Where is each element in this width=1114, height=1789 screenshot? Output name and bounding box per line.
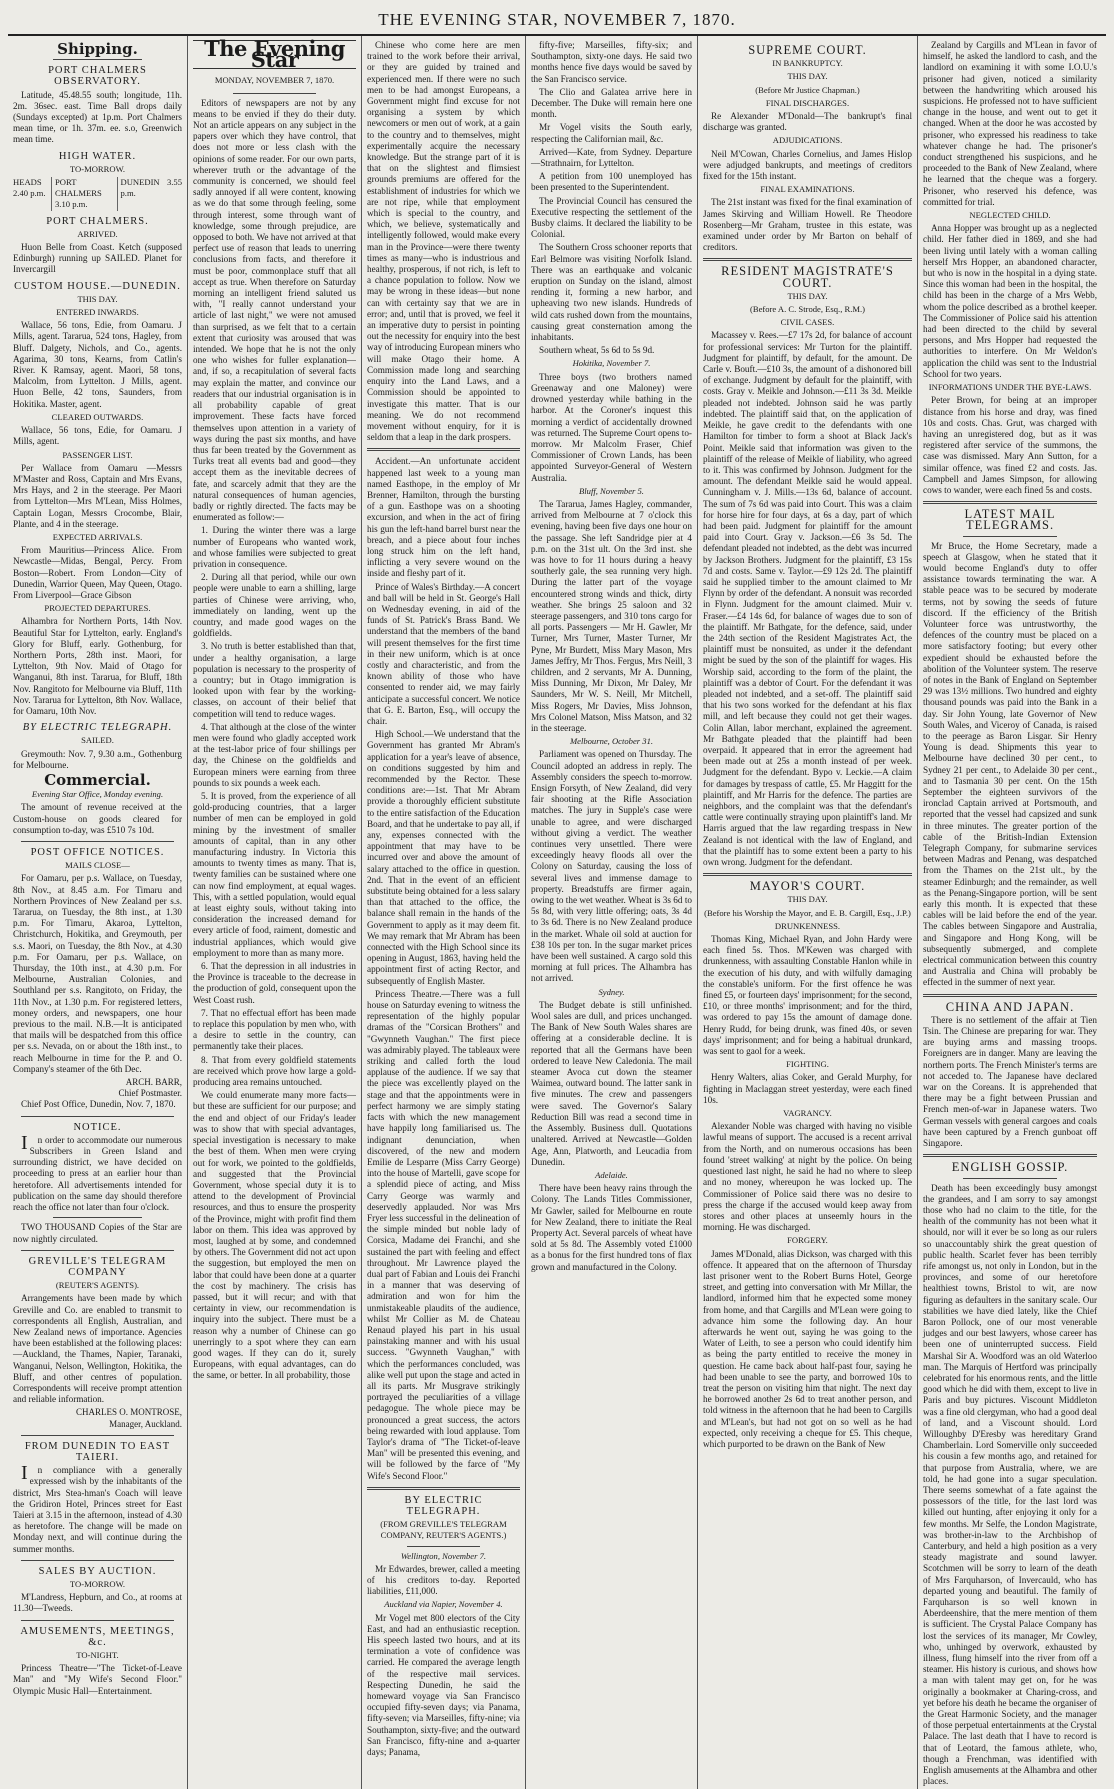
entered-label: ENTERED INWARDS. (56, 307, 139, 318)
china-japan-text: There is no settlement of the affair at Tien Tsin. The Chinese are preparing for war. They are buying arms and massing troops. Foreigners are in danger. Many are leaving the northern ports. The French Minister's terms are not acceded to. The Japanese have declared war on the Coreans. It is apprehended that there may be a fight between Prussian and French men-of-war in Japanese waters. Two German vessels with general cargoes and coals have been captured by a French gunboat off Singapore. (923, 1014, 1097, 1149)
adjud-text: Neil M'Cowan, Charles Cornelius, and James Hislop were adjudged bankrupts, and meetings of creditors fixed for the 15th instant. (703, 148, 912, 182)
divider (367, 448, 520, 451)
port-chalmers-heading: PORT CHALMERS. (46, 215, 149, 227)
drunk-text: Thomas King, Michael Ryan, and John Hardy were each fined 5s. Thos. M'Kewen was charged with drunkenness, with assaulting Constable Hanlon while in the execution of his duty, and with wilfully damaging the constable's uniform. For the first offence he was fined £5, or fourteen days' imprisonment; for the second, £10, or three months' imprisonment; and for the third, was ordered to pay 15s the amount of damage done. Henry Rudd, for being drunk, was fined 40s, or seven days' imprisonment; and for being a habitual drunkard, was sent to gaol for a week. (703, 934, 912, 1057)
entered-text: Wallace, 56 tons, Edie, from Oamaru. J Mills, agent. Tararua, 524 tons, Hagley, from Bluff. Dalgety, Nichols, and Co., agents. Agarima, 30 tons, Kearns, from Catlin's River. K Ramsay, agent. Maori, 58 tons, Malcolm, from Lyttelton. J Mills, agent. Huon Belle, 42 tons, Saunders, from Hokitika. Master, agent. (13, 320, 182, 409)
melbourne-dateline: Melbourne, October 31. (569, 736, 654, 747)
divider (923, 1154, 1097, 1157)
post-signer: ARCH. BARR, (125, 1077, 182, 1088)
civil-text: Macassey v. Rees.—£7 17s 2d, for balance of account for professional services: Mr Turton for the plaintiff. Judgment for plaintiff, by default, for the amount. De Carle v. Bouft.—£10 3s, the amount of a dishonored bill of exchange. Judgment by default for the plaintiff, with costs. Gray v. Meikle and Johnson.—£11 3s 3d. Meikle pleaded not indebted. Johnson said he was partly indebted. The plaintiff said that, on the application of Meikle, he gave credit to the defendants with one Hamilton for timber to form a shoot at Black Jack's Point. Meikle said that information was given to the plaintiff of the release of Meikle of liability, who agreed to it. This was confirmed by Johnson. Judgment for the amount. The defendant Meikle said he would appeal. Cunningham v. J. Mills.—13s 6d, balance of account. The sum of 7s 6d was paid into Court. This was a claim for horse hire for four days, at 6s a day, part of which had been paid. Judgment for plaintiff for the amount paid into Court. Gray v. Jackson.—£6 3s 5d. The defendant pleaded not indebted, as the debt was incurred by Jackson Brothers. Judgment for the plaintiff, £3 15s 7d and costs. Same v. Taylor.—£9 12s 2d. The plaintiff said he supplied timber to the amount claimed to Mr Flynn by order of the defendant. A nonsuit was recorded in Flynn. Judgment for the amount claimed. Muir v. Fraser.—£4 14s 6d, for balance of wages due to son of the plaintiff. Mr Bathgate, for the defence, said, under the 24th section of the Resident Magistrates Act, the plaintiff must be nonsuited, as under it the defendant might be sued by the son of the plaintiff for wages. His Worship said, according to the form of the plaint, the plaintiff was a debtor of Court. For the defendant it was pleaded not indebted, and a set-off. The plaintiff said that his two sons worked for the defendant at his flax mill, and left because they could not get their wages. Colin Allan, labor merchant, explained the agreement. Mr Bathgate pleaded that the plaintiff had been overpaid. It appeared that in error the agreement had been made out at 25s a month instead of per week. Judgment for the defendant. Bypo v. Leckie.—A claim for damages by trespass of cattle, £5. Mr Haggitt for the plaintiff, and Mr Harris for the defence. The parties are neighbors, and the complaint was that the defendant's cattle were continually straying upon plaintiff's land. Mr Harris argued that the law regarding trespass in New Zealand is not identical with the law of England, and that the plaintiff has to some extent been a party to his own wrong. Judgment for the defendant. (703, 330, 912, 868)
editorial-paragraph: 4. That although at the close of the winter men were found who gladly accepted work at the test-labor price of four shillings per day, the Chinese on the goldfields and European miners were earning from three pounds to six pounds a week each. (193, 721, 356, 788)
this-day-label: THIS DAY. (77, 293, 118, 304)
projected-label: PROJECTED DEPARTURES. (44, 603, 151, 614)
divider (963, 536, 1057, 537)
tomorrow-label: TO-MORROW. (69, 163, 126, 174)
column-5 (698, 36, 918, 1789)
projected-text: Alhambra for Northern Ports, 14th Nov. Beautiful Star for Lyttelton, early. England's Glory for Bluff, early. Gothenburg, for Northern Ports, 28th inst. Maori, for Lyttelton, 9th Nov. Maid of Otago for Wanganui, 8th inst. Tararua, for Bluff, 18th Nov. Rangitoto for Melbourne via Bluff, 11th Nov. Tararua for Lyttelton, 8th Nov. Wallace, for Oamaru, 10th Nov. (13, 616, 182, 716)
final-label: FINAL DISCHARGES. (765, 97, 850, 108)
amusements-heading: AMUSEMENTS, MEETINGS, &c. (20, 1625, 175, 1648)
telegram-paragraph: Arrived—Kate, from Sydney. Departure—Strathnairn, for Lyttelton. (531, 146, 692, 169)
hokitika-text: Three boys (two brothers named Greenaway and one Maloney) were drowned yesterday while bathing in the harbor. At the Coroner's inquest this morning a verdict of accidentally drowned was returned. The Supreme Court opens to-morrow. Mr Malcolm Fraser, Chief Commissioner of Crown Lands, has been appointed Surveyor-General of Western Australia. (531, 371, 692, 483)
telegram-paragraph: The Clio and Galatea arrive here in December. The Duke will remain here one month. (531, 86, 692, 120)
mayor-court-heading: MAYOR'S COURT. (749, 879, 866, 894)
arrived-label: ARRIVED. (77, 228, 118, 239)
tide-dunedin: DUNEDIN 3.55 p.m. (117, 177, 183, 211)
observatory-heading: PORT CHALMERS OBSERVATORY. (48, 65, 147, 88)
divider (923, 994, 1097, 997)
divider (53, 1217, 142, 1218)
greville-sub: (REUTER'S AGENTS). (55, 1280, 140, 1291)
telegram-paragraph: A petition from 100 unemployed has been presented to the Superintendent. (531, 171, 692, 193)
wellington-dateline: Wellington, November 7. (400, 1550, 487, 1561)
telegram-paragraph: fifty-five; Marseilles, fifty-six; and Southampton, sixty-one days. He said two months hence five days would be saved by the San Francisco service. (531, 40, 692, 84)
fight-text: Henry Walters, alias Coker, and Gerald Murphy, for fighting in Maclaggan street yesterday, were each fined 10s. (703, 1072, 912, 1105)
post-office-text: For Oamaru, per p.s. Wallace, on Tuesday, 8th Nov., at 8.45 a.m. For Timaru and Northern Provinces of New Zealand per s.s. Tararua, on Tuesday, the 8th inst., at 1.30 p.m. For Timaru, Akaroa, Lyttelton, Christchurch, Hokitika, and Greymouth, per s.s. Maori, on Tuesday, the 8th Nov., at 4.30 p.m. For Oamaru, per p.s. Wallace, on Thursday, the 10th inst., at 4.30 p.m. For Melbourne, Australian Colonies, and Southland per s.s. Rangitoto, on Friday, the 11th Nov., at 1.30 p.m. For registered letters, money orders, and newspapers, one hour previous to the mail. N.B.—It is anticipated that mails will be despatched from this office per s.s. Nevada, on or about the 18th inst., to reach Melbourne in time for the P. and O. Company's steamer of the 6th Dec. (13, 873, 182, 1074)
final-text: Re Alexander M'Donald—The bankrupt's final discharge was granted. (703, 111, 912, 133)
divider (703, 258, 912, 261)
arrived-text: Huon Belle from Coast. Ketch (supposed Edinburgh) running up SAILED. Planet for Invercargill (13, 242, 182, 275)
auction-heading: SALES BY AUCTION. (38, 1565, 157, 1577)
bankruptcy-label: IN BANKRUPTCY. (772, 58, 843, 69)
accident-item: Accident.—An unfortunate accident happened last week to a young man named Easthope, in the employ of Mr Brenner, Hamilton, through the bursting of a gun. Easthope was on a shooting excursion, and when in the act of firing his gun the left-hand barrel burst near the breach, and a piece about four inches long struck him on the left hand, inflicting a very severe wound on the inside and fleshy part of it. (367, 456, 520, 579)
editorial-paragraph: 2. During all that period, while our own people were unable to earn a shilling, large parties of Chinese were arriving, who, immediately on landing, went up the country, and made good wages on the goldfields. (193, 572, 356, 639)
divider (21, 1250, 174, 1251)
resident-judge-label: (Before A. C. Strode, Esq., R.M.) (749, 304, 866, 315)
editorial-paragraph: 1. During the winter there was a large number of Europeans who wanted work, and whose families were subjected to great privation in consequence. (193, 525, 356, 569)
this-day-label: THIS DAY. (787, 71, 828, 82)
column-6 (918, 36, 1102, 1789)
editorial-paragraph: 5. It is proved, from the experience of all gold-producing countries, that a larger number of men can be employed in gold mining by the investment of smaller amounts of capital, than in any other manufacturing industry. In Victoria this amounts to twenty times as many. That is, twenty families can be sustained where one can now find employment, at equal wages. This, with a settled population, would equal at least eighty souls, without taking into consideration the increased demand for every article of food, raiment, domestic and industrial appliances, which would give employment to more than as many more. (193, 791, 356, 958)
greville-heading: GREVILLE'S TELEGRAM COMPANY (28, 1255, 167, 1278)
supreme-court-heading: SUPREME COURT. (748, 43, 867, 57)
shipping-heading: Shipping. (57, 40, 138, 58)
editorial-paragraph: 8. That from every goldfield statements are received which prove how large a gold-producing area remains untouched. (193, 1054, 356, 1088)
fight-label: FIGHTING. (786, 1059, 829, 1070)
post-office-heading: POST OFFICE NOTICES. (30, 847, 165, 858)
cleared-label: CLEARED OUTWARDS. (51, 411, 144, 422)
customs-heading: CUSTOM HOUSE.—DUNEDIN. (14, 280, 181, 292)
adjud-label: ADJUDICATIONS. (772, 135, 843, 146)
telegraph-sub: (FROM GREVILLE'S TELEGRAM COMPANY, REUTER'S AGENTS.) (380, 1519, 507, 1541)
divider (963, 1178, 1057, 1179)
post-signer-title: Chief Postmaster. (118, 1088, 182, 1099)
english-gossip-text: Death has been exceedingly busy amongst the grandees, and I am sorry to say amongst those who had no claim to the title, for the health of the community has not been what it should, nor will it ever be so long as our rulers so unaccountably shirk the great question of public health. Scarlet fever has been terribly rife amongst us, not only in London, but in the provinces, and some of our heretofore healthiest towns, Bristol to wit, are now figuring as defaulters in the sanitary scale. Our stabilities we have died lately, like the Chief Baron Pollock, one of our most venerable judges and our best lawyers, whose career has been one of uninterrupted success. Field Marshal Sir A. Woodford was an old Waterloo man. The Marquis of Hertford was principally celebrated for his enormous rents, and the little good which he did with them, except to live in Paris and buy pictures. Viscount Middleton was a fine old clergyman, who had a good deal of land, and a Viscount should. Lord Willoughby D'Eresby was hereditary Grand Chamberlain. Lord Somerville only succeeded his cousin a few months ago, and retained for that purpose from Australia, where, we are told, he had gone into a sugar speculation. There seems somewhat of a fate against the possessors of the title, for the last lord was killed out hunting, after enjoying it only for a few months. Mr Selfe, the London Magistrate, was brother-in-law to the Archbishop of Canterbury, and held a high position as a very steady magistrate and sound lawyer. Scotchmen will be sorry to learn of the death of Mrs Farquharson, of Invercauld, who has departed young and beautiful. The family of Farquharson is so well known in Aberdeenshire, that the mere mention of them is sufficient. The Crystal Palace Company has lost the services of its manager, Mr Cowley, who, unhinged by overwork, exhausted by illness, flung himself into the river from off a steamer. His history is curious, and shows how a man with talent may get on, for he was originally a bookmaker at Charing-cross, and yet before his death he became the organiser of the Great Harmonic Society, and the manager of those perpetual entertainments at the Crystal Palace. The last death that I have to record is that of Leotard, the famous athlete, who, though a Frenchman, was identified with English amusements at the Alhambra and other places. (923, 1182, 1097, 1787)
high-school-item: High School.—We understand that the Government has granted Mr Abram's application for a year's leave of absence, on conditions suggested by him and recommended by the Rector. These conditions are:—1st. That Mr Abram provide a thoroughly efficient substitute to the entire satisfaction of the Education Board, and that he undertake to pay all, if any, expenses connected with the appointment that may have to be incurred over and above the amount of salary attached to the office in question. 2nd. That in the event of an efficient substitute being obtained for a less salary than that attached to the office, the balance shall remain in the hands of the Government to apply as it may deem fit. We may remark that Mr Abram has been connected with the High School since its opening in August, 1863, having held the appointment first of acting Rector, and subsequently of English Master. (367, 729, 520, 986)
telegram-paragraph: Southern wheat, 5s 6d to 5s 9d. (539, 345, 655, 356)
divider (21, 1116, 174, 1117)
divider (21, 841, 174, 842)
electric-heading: BY ELECTRIC TELEGRAPH. (22, 722, 173, 734)
column-4 (526, 36, 698, 1789)
mayor-day-label: THIS DAY. (787, 894, 828, 905)
greville-signer-title: Manager, Auckland. (109, 1418, 182, 1429)
auckland-dateline: Auckland via Napier, November 4. (384, 1599, 503, 1610)
divider (233, 93, 316, 94)
column-3 (362, 36, 526, 1789)
wellington-text: Mr Edwardes, brewer, called a meeting of his creditors to-day. Reported liabilities, £11,000. (367, 1563, 520, 1597)
auction-text: M'Landress, Hepburn, and Co., at rooms at 11.30—Tweeds. (13, 1592, 182, 1614)
taieri-heading: FROM DUNEDIN TO EAST TAIERI. (24, 1440, 171, 1463)
divider (923, 501, 1097, 504)
sydney-text: The Budget debate is still unfinished. Wool sales are dull, and prices unchanged. The Bank of New South Wales shares are offering at a considerable decline. It is reported that all the Germans have been ordered to leave New Caledonia. The mail steamer Avoca cut down the steamer Waimea, outward bound. The latter sank in five minutes. The crew and passengers were saved. The Governor's Salary Reduction Bill was read a second time in the Assembly. Business dull. Quotations unaltered. Arrived at Newcastle—Golden Age, Ann, Platworth, and Leucadia from Dunedin. (531, 999, 692, 1167)
resident-day-label: THIS DAY. (787, 290, 828, 301)
hokitika-dateline: Hokitika, November 7. (572, 358, 651, 369)
forgery-continued: Zealand by Cargills and M'Lean in favor of himself, he asked the landlord to cash, and the landlord on examining it with some I.O.U.'s prisoner had given, noticed a similarity between the handwriting which aroused his suspicions. He professed not to have sufficient change in the house, and went out to get it changed. When at the door he was accosted by prisoner, who expressed his readiness to take whatever change he had. The prisoner's conduct strengthened his suspicions, and he proceeded to the Bank of New Zealand, where he learned that the cheque was a forgery. Prisoner, who reserved his defence, was committed for trial. (923, 40, 1097, 207)
prince-birthday-item: Prince of Wales's Birthday.—A concert and ball will be held in St. George's Hall on Wednesday evening, in aid of the funds of St. Patrick's Brass Band. We understand that the members of the band will present themselves for the first time in their new uniform, which is at once costly and characteristic, and from the known ability of those who have consented to render aid, we may fairly anticipate a successful concert. We notice that G. E. Barton, Esq., will occupy the chair. (367, 581, 520, 726)
exams-label: FINAL EXAMINATIONS. (760, 184, 855, 195)
telegram-paragraph: The Provincial Council has censured the Executive respecting the settlement of the Busby claims. It declared the liability to be Colonial. (531, 195, 692, 240)
editorial-paragraph: 6. That the depression in all industries in the Province is traceable to the decrease in the production of gold, consequent upon the West Coast rush. (193, 961, 356, 1005)
auction-sub: TO-MORROW. (69, 1578, 126, 1589)
mail-telegrams-text: Mr Bruce, the Home Secretary, made a speech at Glasgow, when he stated that it would become England's duty to offer assistance towards terminating the war. A stable peace was to be secured by moderate terms, not by sowing the seeds of future discord. If the efficiency of the British Volunteer force was untrustworthy, the defences of the country must be placed on a more satisfactory footing; but every other expedient should be exhausted before the abolition of the Volunteer system. The reserve of notes in the Bank of England on September 29 was 13½ millions. Two hundred and eighty thousand pounds was paid into the Bank in a day. Sir John Young, late Governor of New South Wales, and Viceroy of Canada, is raised to the peerage as Baron Lisgar. Sir Henry Young is dead. Shipments this year to Melbourne have declined 30 per cent., to Sydney 21 per cent., to Adelaide 30 per cent., and to Tasmania 30 per cent. On the 15th September the eighteen survivors of the ironclad Captain arrived at Portsmouth, and reported that the vessel had capsized and sunk in three minutes. The greater portion of the cable of the British-Indian Extension Telegraph Company, for submarine services between Madras and Penang, was despatched from the Thames on the 21st ult., by the steamer Edinburgh; and the remainder, as well as the Penang-Singapore portion, will be sent early this month. It is expected that these cables will be laid before the end of the year. The cables between Singapore and Australia, and Singapore and Hong Kong, will be subsequently submerged, and complete electrical communication between this country and Australia and China will probably be effected in the summer of next year. (923, 540, 1097, 988)
adelaide-dateline: Adelaide. (595, 1169, 628, 1180)
theatre-item: Princess Theatre.—There was a full house on Saturday evening to witness the representation of the highly popular dramas of the "Corsican Brothers" and "Gwynneth Vaughan." The first piece was admirably played. The tableaux were striking and called forth the loud applause of the audience. If we say that the piece was excellently played on the stage and that the appointments were in perfect harmony we are simply stating facts with which the new management have happily long familiarised us. The indignant denunciation, when discovered, of the new and modern Emilie de Lesparre (Miss Carry George) into the house of Martelli, gave scope for a splendid piece of acting, and Miss Carry George was warmly and deservedly applauded. Nor was Mrs Fryer less successful in the delineation of the simple minded but noble lady of Corsica, Madame dei Franchi, and she sustained the part with feeling and effect throughout. Mr Lawrence played the dual part of Fabian and Louis dei Franchi in a manner that was deserving of admiration and won for him the unmistakeable plaudits of the audience, whilst Mr Collier as M. de Chateau Renaud played his part in his usual painstaking manner and with his usual success. "Gwynneth Vaughan," with which the performances concluded, was alike well put upon the stage and acted in all its parts. Mr Musgrave strikingly portrayed the peculiarities of a village pedagogue. The whole piece may be pronounced a great success, the actors being rewarded with loud applause. Tom Taylor's drama of "The Ticket-of-leave Man" will be presented this evening, and will be followed by the farce of "My Wife's Second Floor." (367, 988, 520, 1481)
drunk-label: DRUNKENNESS. (774, 920, 841, 931)
mayor-judge-label: (Before his Worship the Mayor, and E. B. Cargill, Esq., J.P.) (704, 907, 911, 918)
high-water-heading: HIGH WATER. (58, 150, 137, 162)
commercial-heading: Commercial. (44, 770, 151, 789)
sydney-dateline: Sydney. (598, 986, 625, 997)
column-1 (8, 36, 188, 1789)
editorial-dateline: MONDAY, NOVEMBER 7, 1870. (214, 75, 335, 86)
expected-label: EXPECTED ARRIVALS. (52, 531, 143, 542)
cleared-text: Wallace, 56 tons, Edie, for Oamaru. J Mills, agent. (13, 425, 182, 447)
copies-text: TWO THOUSAND Copies of the Star are now nightly circulated. (13, 1222, 182, 1244)
editorial-paragraph: We could enumerate many more facts—but these are sufficient for our purpose; and the end and object of our Friday's leader was to show that with special advantages, special investigation is necessary to make the best of them. When men were crying out for work, we pointed to the goldfields, and suggested that the Provincial Government, whose special duty it is to attend to the development of Provincial resources, and thus to ensure the prosperity of the Province, might with profit find them labor on them. This idea was approved by most, laughed at by some, and condemned by others. The Government did not act upon the suggestion, but employed the men on labor that could have been done at a quarter the cost by machinery. The crisis has passed, but it will recur; and with that certainty in view, our recommendation is inquiry into the subject. There must be a reason why a number of Chinese can go unerringly to a spot where they can earn good wages. If they can do it, surely Europeans, with equal advantages, can do the same, or better. In all probability, those (193, 1090, 356, 1381)
column-2 (188, 36, 362, 1789)
china-japan-heading: CHINA AND JAPAN. (945, 999, 1075, 1014)
bluff-dateline: Bluff, November 5. (579, 485, 644, 496)
greville-text: Arrangements have been made by which Greville and Co. are enabled to transmit to correspondents all English, Australian, and New Zealand news of importance. Agencies have been established at the following places:—Auckland, the Thames, Napier, Taranaki, Wanganui, Nelson, Wellington, Hokitika, the Bluff, and other centres of population. Correspondents will receive prompt attention and reliable information. (13, 1293, 182, 1405)
vagrancy-text: Alexander Noble was charged with having no visible lawful means of support. The accused is a recent arrival from the North, and on numerous occasions has been found 'street walking' at night by the police. On being questioned last night, he said he had no where to sleep and no money, whereupon he was locked up. The Commissioner of Police said there was no desire to press the charge if the accused would keep away from stores and other places at unseemly hours in the morning. He was discharged. (703, 1121, 912, 1233)
forgery-label: FORGERY. (787, 1235, 828, 1246)
divider (21, 1620, 174, 1621)
notice-text: In order to accommodate our numerous Subscribers in Green Island and surrounding district, we have decided on proceeding to press at an earlier hour than heretofore. All advertisements intended for publication on the same day should therefore reach the office not later than four o'clock. (13, 1131, 182, 1213)
mails-close-label: MAILS CLOSE— (65, 860, 130, 871)
divider (703, 873, 912, 876)
judge-label: (Before Mr Justice Chapman.) (755, 84, 860, 95)
electric-text: Greymouth: Nov. 7, 9.30 a.m., Gothenburg for Melbourne. (13, 748, 182, 770)
editorial-paragraph: 7. That no effectual effort has been made to replace this population by men who, with a desire to settle in the country, can permanently take their places. (193, 1007, 356, 1052)
commercial-dateline: Evening Star Office, Monday evening. (31, 789, 164, 800)
neglect-text: Anna Hopper was brought up as a neglected child. Her father died in 1869, and she had been living until lately with a woman calling herself Mrs Hopper, an abandoned character, but who is now in the hospital in a dying state. Since this woman had been in the hospital, the child has been in the charge of a Mrs Webb, whom the police described as a brothel keeper. The Commissioner of Police said his attention had been directed to the child by several persons, and Mrs Hopper had requested the authorities to interfere. On Mr Weldon's application the child was sent to the Industrial School for two years. (923, 223, 1097, 379)
observatory-text: Latitude, 45.48.55 south; longitude, 11h. 2m. 36sec. east. Time Ball drops daily (Sundays excepted) at 1p.m. Port Chalmers mean time, or 1h. 37m. ee. s.o, Greenwich mean time. (13, 89, 182, 145)
mail-telegrams-heading: LATEST MAIL TELEGRAMS. (964, 507, 1056, 533)
passenger-text: Per Wallace from Oamaru —Messrs M'Master and Ross, Captain and Mrs Evans, Mrs Hays, and 2 in the steerage. Per Maori from Lyttelton—Mrs M'Lean, Miss Holmes, Captain Logan, Messrs Crocombe, Blair, Plante, and 4 in the steerage. (13, 462, 182, 529)
tide-port-chalmers: PORT CHALMERS 3.10 p.m. (51, 177, 117, 211)
editorial-continued: Chinese who come here are men trained to the work before their arrival, or they are guided by trained and experienced men. If there were no such men to be had amongst Europeans, a Government might find excuse for not organising a system by which newcomers or men out of work, at a gain to the country and to themselves, might experimentally acquire the necessary knowledge. But the strange part of it is that on the slightest and flimsiest grounds premiums are offered for the establishment of industries for which we are not ripe, while that employment which is special to the country, and which, we believe, systematically and intelligently followed, would make every man in the Province—were there twenty times as many—who is industrious and healthy, prosperous, if not rich, is left to a chance population to follow. Now we may be wrong in these ideas—but none can with certainty say that we are in error; and, until that is proved, we feel it an imperative duty to persist in pointing out the necessity for enquiry into the best way of introducing European miners who will make Otago their home. A Commission made long and searching enquiry into the Land Laws, and a Commission should be appointed to investigate this matter. That is our meaning. We do not recommend movement without enquiry, for it is seldom that a leap in the dark prospers. (367, 40, 520, 443)
commercial-text: The amount of revenue received at the Custom-house on goods cleared for consumption to-day, was £510 7s 10d. (13, 802, 182, 835)
bye-laws-label: INFORMATIONS UNDER THE BYE-LAWS. (928, 382, 1092, 393)
melbourne-text: Parliament was opened on Thursday. The Council adopted an address in reply. The Assembly considers the speech to-morrow. Ensign Forsyth, of New Zealand, did very fair shooting at the Rifle Association matches. The jury in Supple's case were unable to agree, and were discharged without giving a verdict. The weather continues very unsettled. There were exceedingly heavy floods all over the Colony on Saturday, causing the loss of several lives and immense damage to property. Breadstuffs are firmer again, owing to the wet weather. Wheat is 3s 6d to 5s 8d, with very little offering; oats, 3s 4d to 3s 6d. There is no New Zealand produce in the market. Whale oil sold at auction for £38 10s per ton. In the sugar market prices have been well sustained. A cargo sold this morning at full prices. The Alhambra has not arrived. (531, 749, 692, 984)
editorial-paragraph: 3. No truth is better established than that, under a healthy organisation, a large population is necessary to the prosperity of a country; but in Otago immigration is looked upon with fear by the working-classes, on account of their belief that competition will tend to reduce wages. (193, 641, 356, 719)
english-gossip-heading: ENGLISH GOSSIP. (951, 1160, 1069, 1175)
divider (53, 59, 142, 60)
passenger-label: PASSENGER LIST. (62, 449, 133, 460)
vagrancy-label: VAGRANCY. (783, 1108, 832, 1119)
expected-text: From Mauritius—Princess Alice. From Newcastle—Midas, Bengal, Percy. From Boston—Robert. From London—City of Dunedin, Warrior Queen, May Queen, Otago. From Liverpool—Grace Gibson (13, 545, 182, 600)
editorial-paragraph: Editors of newspapers are not by any means to be envied if they do their duty. Not an article appears on any subject in the papers over which they have control, that does not more or less clash with the opinions of some reader. For our own parts, wherever truth or the advantage of the community is concerned, we should feel sadly annoyed if all were content, knowing as we do that some through feeling, some through interest, some through want of knowledge, some through prejudice, are opposed to both. We have not arrived at that perfect use of reason that leads to unerring conclusions from facts, and therefore it must be poor, commonplace stuff that all accept as true. When therefore on Saturday morning an intelligent friend saluted us with, "I really cannot understand your article of last night," we were not amused than surprised, as we felt that to a certain extent that curiosity was aroused that was intended. We hope that he is not the only one who wishes for fuller explanation—and, if so, a recapitulation of several facts may explain the matter, and convince our readers that our industrial organisation is in all probability capable of great improvement. These facts have forced themselves upon attention in a variety of ways during the past six months, and have thus far been treated by the Government as Turks treat all events bad and good—they accept them as the inevitable decrees of fate, and scarcely admit that they are the natural consequences of human agencies, badly or rightly directed. The facts may be enumerated as follow:— (193, 97, 356, 523)
tide-table (13, 177, 182, 211)
bluff-text: The Tararua, James Hagley, commander, arrived from Melbourne at 7 o'clock this evening, having been five days one hour on the passage. She left Sandridge pier at 4 p.m. on the 31st ult. On the 3rd inst. she was hove to for 11 hours during a heavy southerly gale, the sea running very high. During the latter part of the voyage encountered strong winds and thick, dirty weather. She brings 25 saloon and 32 steerage passengers, and 310 tons cargo for all ports. Passengers — Mr H. Gawler, Mr Turner, Mrs Turner, Master Turner, Mr Pyne, Mr Burdett, Miss Mary Mason, Mrs James Jeffry, Mr Thos. Fergus, Mrs Neill, 3 children, and 2 servants, Mr A. Dunning, Miss Dunning, Mr Dixon, Mr Daley, Mr Saunders, Mr W. S. Neill, Mr Mitchell, Miss Rogers, Mr Davies, Miss Johnson, Mrs Colonel Matson, Miss Matson, and 32 in the steerage. (531, 498, 692, 733)
auckland-text: Mr Vogel met 800 electors of the City East, and had an enthusiastic reception. His speech lasted two hours, and at its termination a vote of confidence was carried. He compared the average length of the respective mail services. Respecting Dunedin, he said the homeward voyage via San Francisco occupied fifty-seven days; via Panama, fifty-seven; via Marseilles, fifty-nine; via Southampton, sixty-five; and the outward San Francisco, fifty-nine and a-quarter days; Panama, (367, 1612, 520, 1758)
civil-label: CIVIL CASES. (780, 317, 835, 328)
divider (367, 1487, 520, 1490)
taieri-text: In compliance with a generally expressed wish by the inhabitants of the district, Mrs Stea-hman's Coach will leave the Gridiron Hotel, Princes street for East Taieri at 3.15 in the afternoon, instead of 4.30 as heretofore. The change will be made on Monday next, and will continue during the summer months. (13, 1462, 182, 1554)
divider (407, 1546, 480, 1547)
adelaide-text: There have been heavy rains through the Colony. The Lands Titles Commissioner, Mr Gawler, sailed for Melbourne en route for New Zealand, there to initiate the Real Property Act. Several parcels of wheat have sold at 5s 8d. The Assembly voted £1000 as a bonus for the first hundred tons of flax grown and manufactured in the Colony. (531, 1183, 692, 1272)
neglect-label: NEGLECTED CHILD. (969, 210, 1051, 221)
amusements-text: Princess Theatre—"The Ticket-of-Leave Man" and "My Wife's Second Floor." Olympic Music Hall—Entertainment. (13, 1663, 182, 1696)
sailed-label: SAILED. (81, 735, 114, 746)
tide-heads: HEADS 2.40 p.m. (13, 177, 46, 199)
exams-text: The 21st instant was fixed for the final examination of James Skirving and William Howell. Re Theodore Rosenberg—Mr Graham, trustee in this estate, was examined under order by Mr Barton on behalf of creditors. (703, 197, 912, 253)
greville-signer: CHARLES O. MONTROSE, (75, 1407, 182, 1418)
post-office-place: Chief Post Office, Dunedin, Nov. 7, 1870. (21, 1099, 176, 1110)
telegram-paragraph: The Southern Cross schooner reports that Earl Belmore was visiting Norfolk Island. There was an earthquake and volcanic eruption on Sunday on the island, almost rending it, forming a new harbor, and upheaving two new islands. Hundreds of wild cats rushed down from the mountains, causing great consternation among the inhabitants. (531, 242, 692, 343)
bye-laws-text: Peter Brown, for being at an improper distance from his horse and dray, was fined 10s and costs. Chas. Grut, was charged with having an unregistered dog, but as it was registered after service of the summons, the case was dismissed. Mary Ann Sutton, for a similar offence, was fined £2 and costs. Jas. Campbell and James Simpson, for allowing cows to wander, were each fined 5s and costs. (923, 395, 1097, 495)
notice-heading: NOTICE. (73, 1121, 122, 1133)
forgery-text: James M'Donald, alias Dickson, was charged with this offence. It appeared that on the afternoon of Thursday last prisoner went to the Robert Burns Hotel, George street, and getting into conversation with Mr Millar, the landlord, informed him that he expected some money from home, and that Cargills and M'Lean were going to advance him some the following day. An hour afterwards he went out, saying he was going to the Water of Leith, to see a person who could identify him as being the party entitled to receive the money in question. He came back about half-past four, saying he had been unable to see the party, and borrowed 10s to treat the person on visiting him that night. The next day he borrowed another 2s 6d to treat another person, and told witness in the afternoon that he had been to Cargills and M'Lean's, but had not got on so well as he had expected, only receiving a cheque for £5. This cheque, which purported to be drawn on the Bank of New (703, 1248, 912, 1449)
divider (21, 1435, 174, 1436)
divider (21, 1560, 174, 1561)
columns (8, 36, 1106, 1787)
telegraph-heading: BY ELECTRIC TELEGRAPH. (404, 1494, 483, 1517)
telegram-paragraph: Mr Vogel visits the South early, respecting the Californian mail, &c. (531, 122, 692, 144)
paper-logo: The Evening Star (193, 40, 356, 69)
resident-court-heading: RESIDENT MAGISTRATE'S COURT. (721, 264, 894, 290)
page-header: THE EVENING STAR, NOVEMBER 7, 1870. (8, 6, 1106, 36)
amusements-sub: TO-NIGHT. (76, 1650, 119, 1660)
